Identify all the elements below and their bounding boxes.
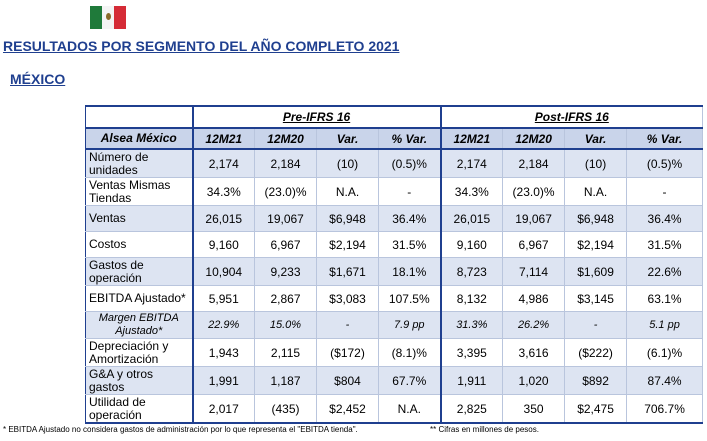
table-row	[86, 232, 703, 258]
table-cell: (23.0)%	[255, 178, 317, 206]
footnote-ebitda: * EBITDA Ajustado no considera gastos de administración por lo que representa el "EBITDA tienda".	[3, 425, 358, 434]
row-label: Margen EBITDA Ajustado*	[86, 312, 193, 339]
table-cell: 34.3%	[193, 178, 255, 206]
group-header-blank	[86, 106, 193, 128]
table-cell: 22.6%	[627, 258, 703, 286]
row-label: G&A y otros gastos	[86, 367, 193, 395]
table-cell: $1,671	[317, 258, 379, 286]
row-label: Ventas	[86, 206, 193, 232]
table-cell: (23.0)%	[503, 178, 565, 206]
table-cell: 706.7%	[627, 395, 703, 424]
row-label: Gastos de operación	[86, 258, 193, 286]
table-cell: 2,174	[441, 149, 503, 178]
table-cell: 18.1%	[379, 258, 441, 286]
table-cell: $6,948	[565, 206, 627, 232]
table-cell: (10)	[565, 149, 627, 178]
table-cell: 9,160	[193, 232, 255, 258]
table-cell: 36.4%	[379, 206, 441, 232]
table-cell: (6.1)%	[627, 339, 703, 367]
table-cell: 2,017	[193, 395, 255, 424]
table-cell: 26,015	[193, 206, 255, 232]
table-cell: 6,967	[255, 232, 317, 258]
table-cell: (0.5)%	[379, 149, 441, 178]
column-header: % Var.	[627, 128, 703, 149]
table-row	[86, 258, 703, 286]
row-label: EBITDA Ajustado*	[86, 286, 193, 312]
table-cell: 8,132	[441, 286, 503, 312]
column-header: 12M21	[441, 128, 503, 149]
table-cell: 1,943	[193, 339, 255, 367]
table-row	[86, 367, 703, 395]
column-header: Alsea México	[86, 128, 193, 149]
table-cell: -	[565, 312, 627, 339]
table-cell: $892	[565, 367, 627, 395]
table-cell: (8.1)%	[379, 339, 441, 367]
table-cell: 15.0%	[255, 312, 317, 339]
table-row	[86, 206, 703, 232]
table-cell: $804	[317, 367, 379, 395]
table-cell: 63.1%	[627, 286, 703, 312]
row-label: Costos	[86, 232, 193, 258]
table-cell: 3,395	[441, 339, 503, 367]
table-cell: 67.7%	[379, 367, 441, 395]
table-cell: (435)	[255, 395, 317, 424]
table-cell: 1,911	[441, 367, 503, 395]
table-cell: $2,194	[565, 232, 627, 258]
table-cell: (10)	[317, 149, 379, 178]
footnote-units: ** Cifras en millones de pesos.	[430, 425, 539, 434]
table-cell: 9,160	[441, 232, 503, 258]
results-table	[85, 105, 703, 424]
table-cell: 107.5%	[379, 286, 441, 312]
table-cell: $3,083	[317, 286, 379, 312]
table-cell: (0.5)%	[627, 149, 703, 178]
row-label: Depreciación y Amortización	[86, 339, 193, 367]
table-cell: $6,948	[317, 206, 379, 232]
table-cell: 31.3%	[441, 312, 503, 339]
table-cell: 8,723	[441, 258, 503, 286]
table-cell: 19,067	[255, 206, 317, 232]
table-cell: -	[627, 178, 703, 206]
table-row	[86, 286, 703, 312]
table-cell: 2,184	[503, 149, 565, 178]
column-header: Var.	[565, 128, 627, 149]
table-cell: 1,187	[255, 367, 317, 395]
row-label: Número de unidades	[86, 149, 193, 178]
table-cell: 9,233	[255, 258, 317, 286]
column-header: % Var.	[379, 128, 441, 149]
table-cell: N.A.	[565, 178, 627, 206]
column-header-row	[86, 128, 703, 149]
table-cell: -	[317, 312, 379, 339]
table-row	[86, 395, 703, 424]
group-pre-ifrs: Pre-IFRS 16	[193, 106, 441, 128]
table-cell: 26,015	[441, 206, 503, 232]
column-header: 12M20	[255, 128, 317, 149]
table-cell: $2,194	[317, 232, 379, 258]
table-cell: 22.9%	[193, 312, 255, 339]
table-cell: 350	[503, 395, 565, 424]
table-cell: 5,951	[193, 286, 255, 312]
table-cell: 31.5%	[379, 232, 441, 258]
table-cell: 2,174	[193, 149, 255, 178]
table-row	[86, 178, 703, 206]
row-label: Utilidad de operación	[86, 395, 193, 424]
table-cell: $2,475	[565, 395, 627, 424]
report-title: RESULTADOS POR SEGMENTO DEL AÑO COMPLETO 2021	[3, 38, 400, 54]
column-header: Var.	[317, 128, 379, 149]
table-cell: -	[379, 178, 441, 206]
table-cell: 7.9 pp	[379, 312, 441, 339]
table-cell: 10,904	[193, 258, 255, 286]
table-cell: 5.1 pp	[627, 312, 703, 339]
table-cell: $3,145	[565, 286, 627, 312]
table-row	[86, 312, 703, 339]
table-row	[86, 339, 703, 367]
table-cell: 1,020	[503, 367, 565, 395]
table-cell: N.A.	[379, 395, 441, 424]
table-cell: 36.4%	[627, 206, 703, 232]
table-cell: 4,986	[503, 286, 565, 312]
table-cell: $2,452	[317, 395, 379, 424]
table-row	[86, 149, 703, 178]
table-cell: 26.2%	[503, 312, 565, 339]
group-header-row	[86, 106, 703, 128]
table-cell: 31.5%	[627, 232, 703, 258]
table-cell: 6,967	[503, 232, 565, 258]
column-header: 12M20	[503, 128, 565, 149]
table-cell: 2,115	[255, 339, 317, 367]
column-header: 12M21	[193, 128, 255, 149]
table-cell: 1,991	[193, 367, 255, 395]
table-cell: 3,616	[503, 339, 565, 367]
table-cell: ($222)	[565, 339, 627, 367]
table-cell: 2,825	[441, 395, 503, 424]
group-post-ifrs: Post-IFRS 16	[441, 106, 703, 128]
table-cell: N.A.	[317, 178, 379, 206]
table-cell: ($172)	[317, 339, 379, 367]
table-cell: 87.4%	[627, 367, 703, 395]
table-cell: 2,184	[255, 149, 317, 178]
table-cell: 7,114	[503, 258, 565, 286]
table-cell: 19,067	[503, 206, 565, 232]
table-cell: $1,609	[565, 258, 627, 286]
row-label: Ventas Mismas Tiendas	[86, 178, 193, 206]
mexico-flag-icon	[90, 6, 126, 29]
segment-title: MÉXICO	[10, 71, 66, 87]
table-cell: 2,867	[255, 286, 317, 312]
table-cell: 34.3%	[441, 178, 503, 206]
